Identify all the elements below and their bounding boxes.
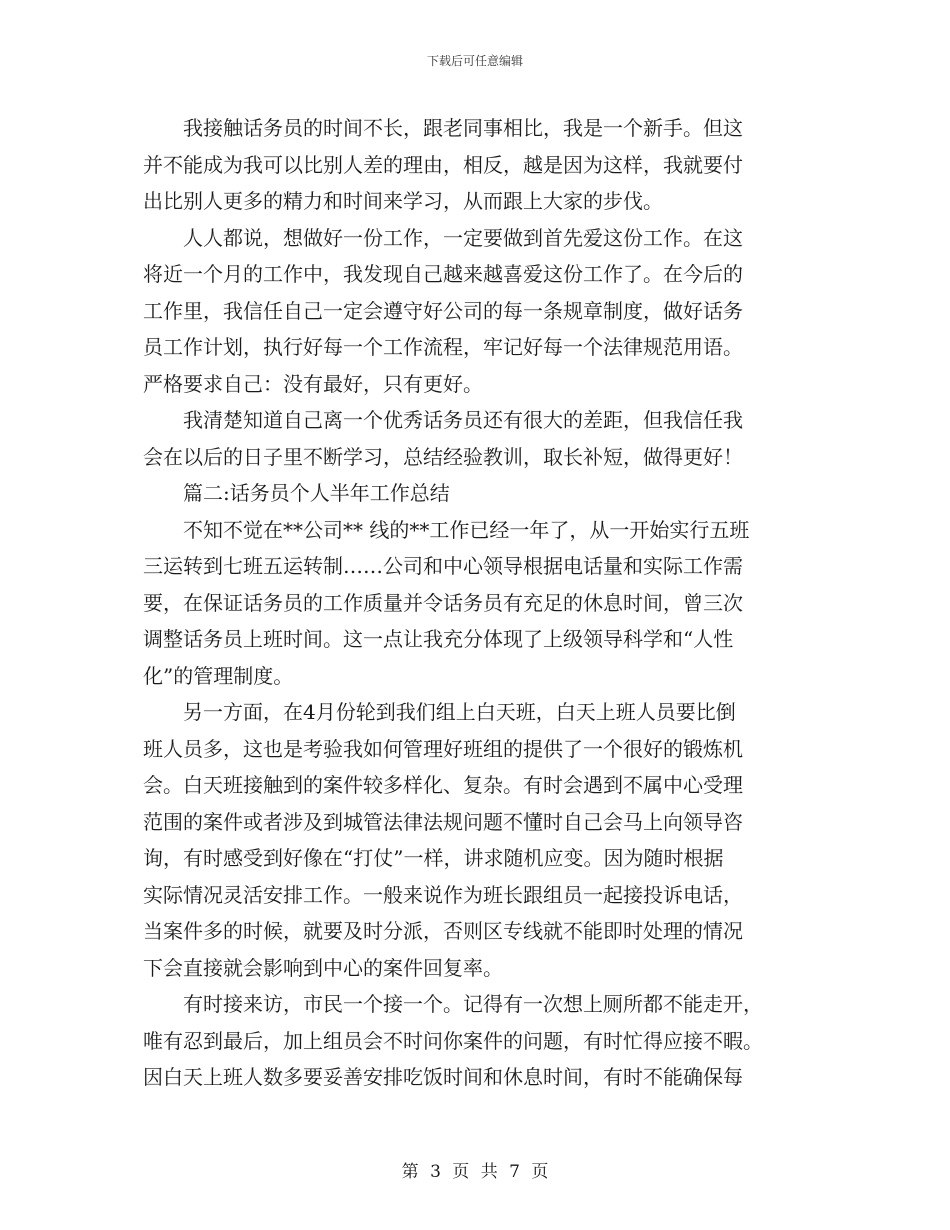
paragraph-line: 严格要求自己：没有最好，只有更好。 (143, 371, 483, 396)
paragraph (143, 402, 808, 475)
page-footer: 第 3 页 共 7 页 (401, 1162, 549, 1182)
paragraph-line: 不知不觉在**公司** 线的**工作已经一年了，从一开始实行五班 (183, 517, 750, 542)
paragraph-line: 将近一个月的工作中，我发现自己越来越喜爱这份工作了。在今后的 (143, 262, 743, 286)
document-body (143, 110, 808, 1096)
paragraph-line: 因白天上班人数多要妥善安排吃饭时间和休息时间，有时不能确保每 (143, 1065, 743, 1089)
paragraph-line: 我清楚知道自己离一个优秀话务员还有很大的差距，但我信任我 (183, 408, 743, 432)
paragraph (143, 220, 808, 403)
paragraph-line: 人人都说，想做好一份工作，一定要做到首先爱这份工作。在这 (183, 225, 743, 250)
paragraph-line: 另一方面，在4月份轮到我们组上白天班，白天上班人员要比倒 (183, 700, 736, 724)
paragraph-line: 并不能成为我可以比别人差的理由，相反，越是因为这样，我就要付 (143, 152, 743, 177)
paragraph-line: 询，有时感受到好像在“打仗”一样，讲求随机应变。因为随时根据 (143, 846, 724, 870)
paragraph-line: 三运转到七班五运转制……公司和中心领导根据电话量和实际工作需 (143, 554, 743, 578)
page-header: 下载后可任意编辑 (426, 54, 523, 68)
paragraph-line: 化”的管理制度。 (143, 663, 294, 688)
paragraph-line: 要，在保证话务员的工作质量并令话务员有充足的休息时间，曾三次 (143, 590, 743, 615)
paragraph (143, 512, 808, 695)
paragraph-line: 范围的案件或者涉及到城管法律法规问题不懂时自己会马上向领导咨 (143, 809, 743, 834)
paragraph (143, 475, 808, 512)
paragraph (143, 986, 808, 1096)
paragraph-line: 当案件多的时候，就要及时分派，否则区专线就不能即时处理的情况 (143, 919, 743, 943)
paragraph-line: 会在以后的日子里不断学习，总结经验教训，取长补短，做得更好！ (143, 444, 743, 469)
paragraph-line: 篇二:话务员个人半年工作总结 (183, 481, 450, 505)
paragraph-line: 唯有忍到最后，加上组员会不时问你案件的问题，有时忙得应接不暇。 (143, 1028, 763, 1053)
paragraph-line: 有时接来访，市民一个接一个。记得有一次想上厕所都不能走开， (183, 992, 763, 1016)
paragraph-line: 调整话务员上班时间。这一点让我充分体现了上级领导科学和“人性 (143, 627, 734, 651)
paragraph-line: 会。白天班接触到的案件较多样化、复杂。有时会遇到不属中心受理 (143, 773, 743, 797)
paragraph (143, 694, 808, 986)
paragraph-line: 员工作计划，执行好每一个工作流程，牢记好每一个法律规范用语。 (143, 335, 743, 359)
paragraph-line: 下会直接就会影响到中心的案件回复率。 (143, 955, 503, 980)
paragraph-line: 出比别人更多的精力和时间来学习，从而跟上大家的步伐。 (143, 189, 663, 213)
paragraph-line: 班人员多，这也是考验我如何管理好班组的提供了一个很好的锻炼机 (143, 736, 743, 761)
paragraph-line: 工作里，我信任自己一定会遵守好公司的每一条规章制度，做好话务 (143, 298, 743, 323)
paragraph (143, 110, 808, 220)
paragraph-line: 实际情况灵活安排工作。一般来说作为班长跟组员一起接投诉电话， (143, 882, 743, 907)
paragraph-line: 我接触话务员的时间不长，跟老同事相比，我是一个新手。但这 (183, 116, 743, 140)
